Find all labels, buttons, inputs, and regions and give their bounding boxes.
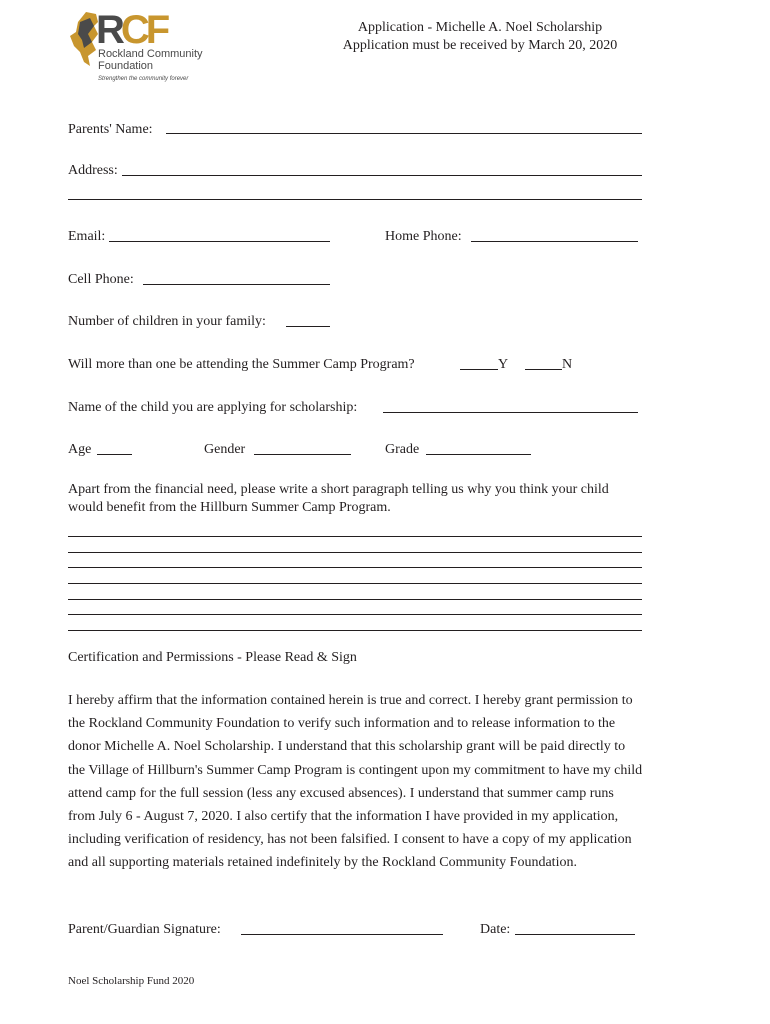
cell-phone-field[interactable] bbox=[143, 284, 330, 285]
email-field[interactable] bbox=[109, 241, 330, 242]
signature-label: Parent/Guardian Signature: bbox=[68, 922, 221, 937]
home-phone-label: Home Phone: bbox=[385, 229, 462, 244]
logo-tagline: Strengthen the community forever bbox=[98, 76, 189, 82]
num-children-field[interactable] bbox=[286, 326, 330, 327]
yes-label: Y bbox=[498, 357, 509, 372]
multiple-attending-label: Will more than one be attending the Summer Camp Program? bbox=[68, 357, 415, 372]
address-field-line-1[interactable] bbox=[122, 175, 642, 176]
essay-line[interactable] bbox=[68, 536, 642, 537]
rcf-logo bbox=[68, 10, 208, 88]
parents-name-field[interactable] bbox=[166, 133, 642, 134]
essay-prompt: Apart from the financial need, please write a short paragraph telling us why you think your child would benefit from the Hillburn Summer Camp Program. bbox=[68, 482, 609, 515]
deadline-notice: Application must be received by March 20, 2020 bbox=[342, 38, 618, 53]
footer-text: Noel Scholarship Fund 2020 bbox=[68, 975, 195, 987]
address-field-line-2[interactable] bbox=[68, 199, 642, 200]
home-phone-field[interactable] bbox=[471, 241, 638, 242]
parents-name-label: Parents' Name: bbox=[68, 122, 153, 137]
date-label: Date: bbox=[480, 922, 511, 937]
no-field[interactable] bbox=[525, 369, 562, 370]
essay-line[interactable] bbox=[68, 630, 642, 631]
age-label: Age bbox=[68, 442, 92, 457]
date-field[interactable] bbox=[515, 934, 635, 935]
child-name-label: Name of the child you are applying for scholarship: bbox=[68, 400, 358, 415]
child-name-field[interactable] bbox=[383, 412, 638, 413]
grade-field[interactable] bbox=[426, 454, 531, 455]
certification-body: I hereby affirm that the information contained herein is true and correct. I hereby grant permission to the Rockland Community Foundation to verify such information and to release information to the donor Michelle A. Noel Scholarship. I understand that this scholarship grant will be paid directly to the Village of Hillburn's Summer Camp Program is contingent upon my commitment to have my child attend camp for the full session (less any excused absences). I understand that summer camp runs from July 6 - August 7, 2020. I also certify that the information I have provided in my application, including verification of residency, has not been falsified. I consent to have a copy of my application and all supporting materials retained indefinitely by the Rockland Community Foundation. bbox=[68, 693, 643, 871]
essay-line[interactable] bbox=[68, 599, 642, 600]
essay-line[interactable] bbox=[68, 614, 642, 615]
essay-line[interactable] bbox=[68, 552, 642, 553]
address-label: Address: bbox=[68, 163, 118, 178]
logo-wordmark: RCF bbox=[96, 8, 167, 52]
grade-label: Grade bbox=[385, 442, 420, 457]
num-children-label: Number of children in your family: bbox=[68, 314, 266, 329]
signature-field[interactable] bbox=[241, 934, 443, 935]
no-label: N bbox=[562, 357, 573, 372]
essay-line[interactable] bbox=[68, 567, 642, 568]
age-field[interactable] bbox=[97, 454, 132, 455]
gender-field[interactable] bbox=[254, 454, 351, 455]
cell-phone-label: Cell Phone: bbox=[68, 272, 134, 287]
logo-org-name: Rockland Community Foundation bbox=[98, 48, 203, 72]
certification-heading: Certification and Permissions - Please Read & Sign bbox=[68, 650, 357, 665]
gender-label: Gender bbox=[204, 442, 246, 457]
essay-line[interactable] bbox=[68, 583, 642, 584]
email-label: Email: bbox=[68, 229, 106, 244]
yes-field[interactable] bbox=[460, 369, 498, 370]
form-title: Application - Michelle A. Noel Scholarship bbox=[357, 20, 603, 35]
